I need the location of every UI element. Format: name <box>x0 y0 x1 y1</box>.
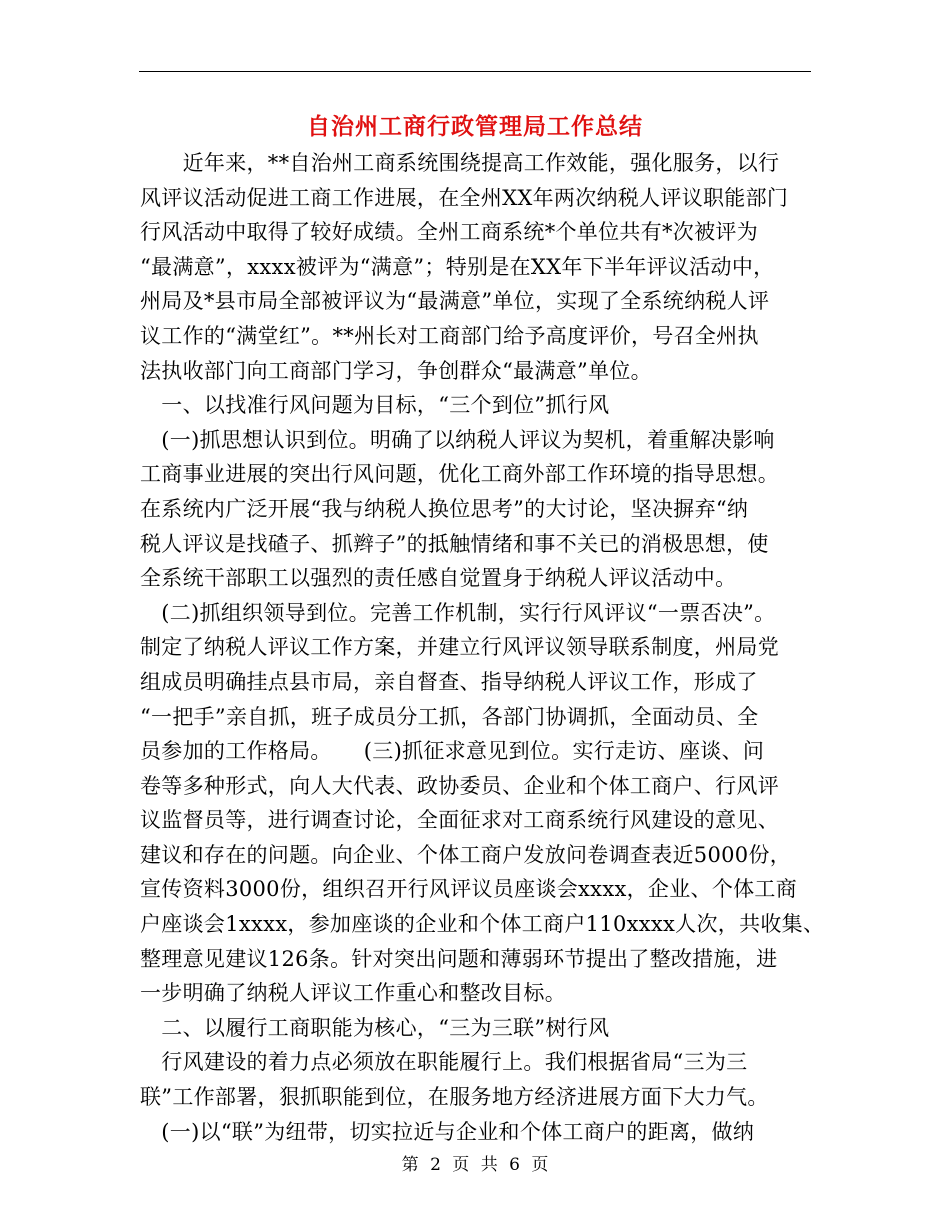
body-line: 行风活动中取得了较好成绩。全州工商系统*个单位共有*次被评为 <box>140 220 758 245</box>
header-rule <box>139 71 811 72</box>
body-line: “最满意”，xxxx被评为“满意”；特别是在XX年下半年评议活动中， <box>140 254 775 279</box>
body-line: 近年来，**自治州工商系统围绕提高工作效能，强化服务，以行 <box>140 151 780 175</box>
body-line: 二、以履行工商职能为核心，“三为三联”树行风 <box>140 1015 610 1040</box>
body-line: (一)抓思想认识到位。明确了以纳税人评议为契机，着重解决影响 <box>140 427 775 452</box>
document-body <box>140 146 825 1149</box>
body-line: 建议和存在的问题。向企业、个体工商户发放问卷调查表近5000份， <box>140 842 792 867</box>
body-line: (二)抓组织领导到位。完善工作机制，实行行风评议“一票否决”。 <box>140 600 776 625</box>
body-line: 宣传资料3000份，组织召开行风评议员座谈会xxxx，企业、个体工商 <box>140 877 798 902</box>
body-line: 整理意见建议126条。针对突出问题和薄弱环节提出了整改措施，进 <box>140 946 778 971</box>
body-line: 州局及*县市局全部被评议为“最满意”单位，实现了全系统纳税人评 <box>140 289 770 314</box>
body-line: 一步明确了纳税人评议工作重心和整改目标。 <box>140 981 566 1006</box>
body-line: 在系统内广泛开展“我与纳税人换位思考”的大讨论，坚决摒弃“纳 <box>140 496 749 521</box>
body-line: 户座谈会1xxxx，参加座谈的企业和个体工商户110xxxx人次，共收集、 <box>140 912 825 937</box>
body-line: 税人评议是找碴子、抓辫子”的抵触情绪和事不关已的消极思想，使 <box>140 531 769 556</box>
body-line: 工商事业进展的突出行风问题，优化工商外部工作环境的指导思想。 <box>140 462 779 487</box>
page-footer: 第 2 页 共 6 页 <box>401 1155 549 1175</box>
body-line: 员参加的工作格局。 (三)抓征求意见到位。实行走访、座谈、问 <box>140 739 765 764</box>
body-line: 议监督员等，进行调查讨论，全面征求对工商系统行风建设的意见、 <box>140 808 779 833</box>
body-line: 卷等多种形式，向人大代表、政协委员、企业和个体工商户、行风评 <box>140 773 779 798</box>
body-line: 制定了纳税人评议工作方案，并建立行风评议领导联系制度，州局党 <box>140 635 779 660</box>
document-title: 自治州工商行政管理局工作总结 <box>307 113 643 140</box>
body-line: (一)以“联”为纽带，切实拉近与企业和个体工商户的距离，做纳 <box>140 1119 755 1144</box>
body-line: 一、以找准行风问题为目标，“三个到位”抓行风 <box>140 393 610 418</box>
body-line: 议工作的“满堂红”。**州长对工商部门给予高度评价，号召全州执 <box>140 323 759 348</box>
body-line: 全系统干部职工以强烈的责任感自觉置身于纳税人评议活动中。 <box>140 566 737 591</box>
body-line: 风评议活动促进工商工作进展，在全州XX年两次纳税人评议职能部门 <box>140 185 789 210</box>
body-line: 联”工作部署，狠抓职能到位，在服务地方经济进展方面下大力气。 <box>140 1085 769 1110</box>
body-line: “一把手”亲自抓，班子成员分工抓，各部门协调抓，全面动员、全 <box>140 704 759 729</box>
body-line: 行风建设的着力点必须放在职能履行上。我们根据省局“三为三 <box>140 1050 748 1075</box>
body-line: 组成员明确挂点县市局，亲自督查、指导纳税人评议工作，形成了 <box>140 669 758 694</box>
body-line: 法执收部门向工商部门学习，争创群众“最满意”单位。 <box>140 358 652 383</box>
